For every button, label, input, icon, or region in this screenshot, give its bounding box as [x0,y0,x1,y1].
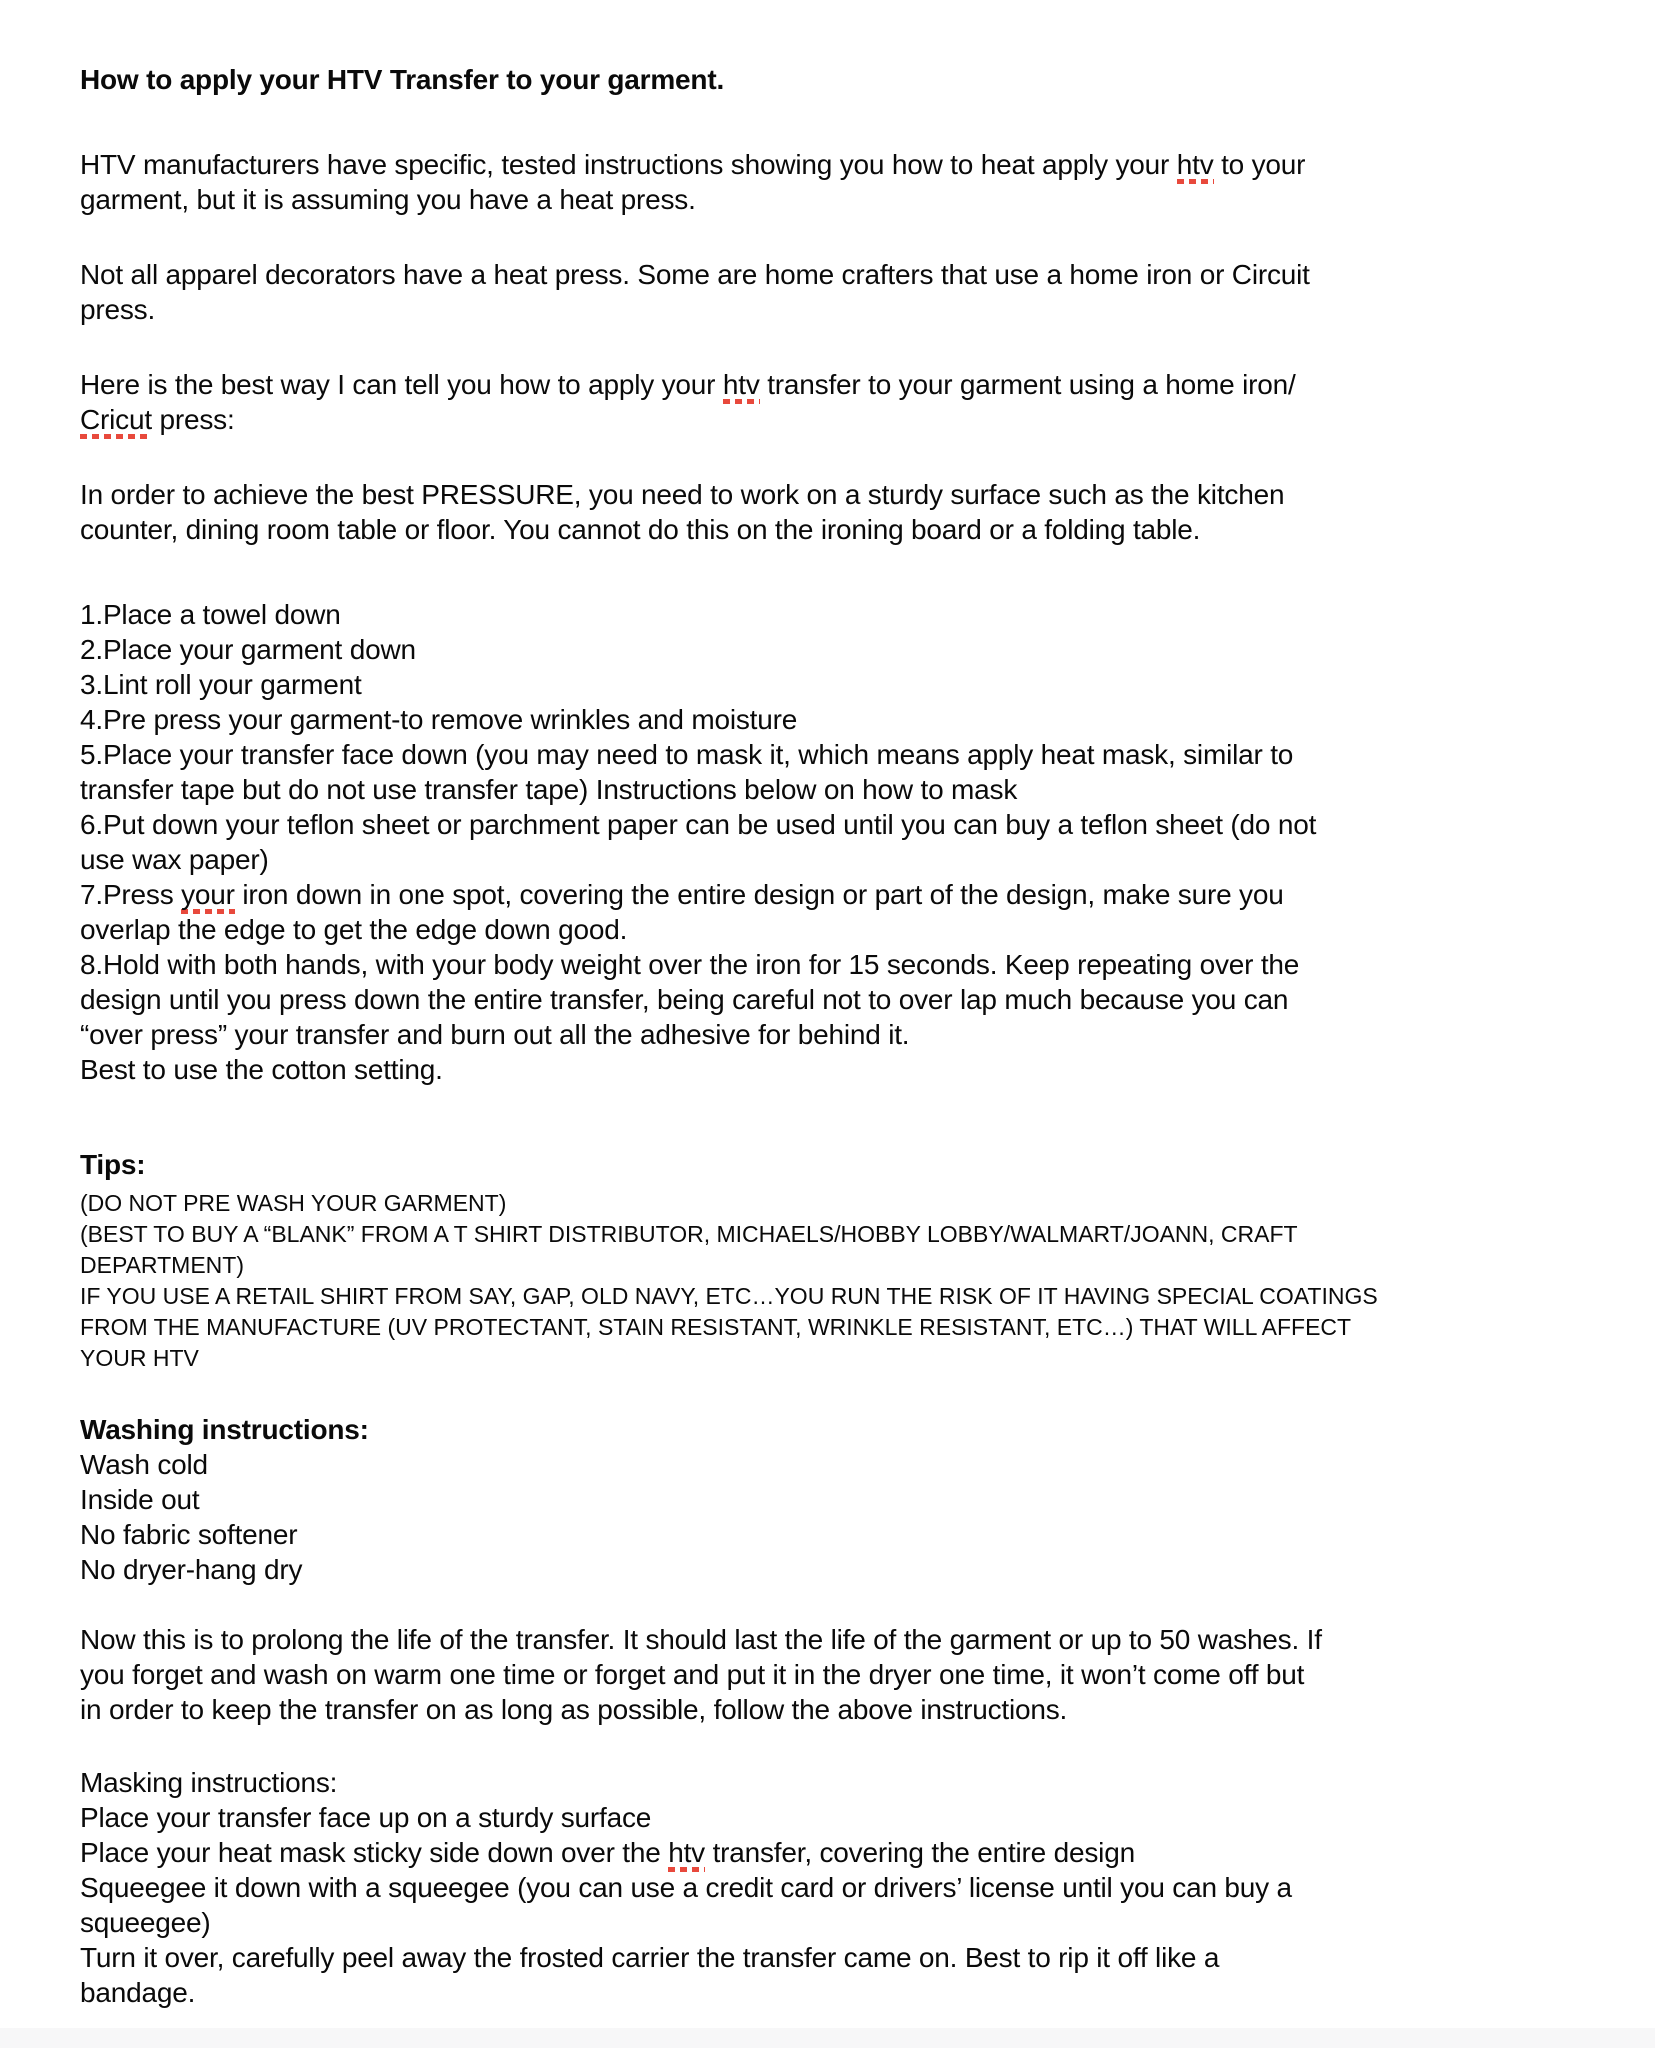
text-line [80,1657,1595,1692]
text-run: you forget and wash on warm one time or forget and put it in the dryer one time, it won’t come off but [80,1659,1305,1690]
text-run: 2.Place your garment down [80,634,416,665]
text-run: Now this is to prolong the life of the transfer. It should last the life of the garment or up to 50 washes. If [80,1624,1322,1655]
text-line [80,912,1595,947]
text-run: DEPARTMENT) [80,1252,244,1278]
misspelled-word: Cricut [80,404,152,439]
text-line [80,1552,1595,1587]
text-run: 1.Place a towel down [80,599,341,630]
text-run: YOUR HTV [80,1345,199,1371]
text-line [80,1188,1595,1219]
tips-heading [80,1147,1595,1182]
text-run: Washing instructions: [80,1414,369,1445]
text-line [80,147,1595,182]
text-run: Inside out [80,1484,200,1515]
text-line [80,667,1595,702]
text-run: (BEST TO BUY A “BLANK” FROM A T SHIRT DISTRIBUTOR, MICHAELS/HOBBY LOBBY/WALMART/JOANN, CRAFT [80,1221,1298,1247]
text-run: 7.Press [80,879,182,910]
text-line [80,402,1595,437]
text-run: Squeegee it down with a squeegee (you can use a credit card or drivers’ license until you can buy a [80,1872,1292,1903]
text-line [80,1692,1595,1727]
text-run: 5.Place your transfer face down (you may need to mask it, which means apply heat mask, similar to [80,739,1294,770]
text-line [80,1312,1595,1343]
text-run: Masking instructions: [80,1767,338,1798]
text-run: Place your transfer face up on a sturdy surface [80,1802,652,1833]
p-prolong [80,1622,1595,1727]
text-run: 8.Hold with both hands, with your body weight over the iron for 15 seconds. Keep repeating over the [80,949,1300,980]
p-best-way [80,367,1595,437]
doc-title [80,62,1595,97]
text-line [80,1975,1595,2010]
masking-section [80,1765,1595,2010]
text-line [80,877,1595,912]
text-line [80,1017,1595,1052]
text-line [80,1800,1595,1835]
text-line [80,1835,1595,1870]
text-line [80,1281,1595,1312]
text-line [80,1052,1595,1087]
misspelled-word: htv [1177,149,1214,184]
text-line [80,842,1595,877]
text-run: No dryer-hang dry [80,1554,303,1585]
text-line [80,257,1595,292]
text-run: 4.Pre press your garment-to remove wrinkles and moisture [80,704,798,735]
text-run: press: [151,404,235,435]
text-line [80,597,1595,632]
text-line [80,292,1595,327]
text-line [80,1517,1595,1552]
text-run: (DO NOT PRE WASH YOUR GARMENT) [80,1190,507,1216]
text-line [80,1940,1595,1975]
text-line [80,182,1595,217]
p-pressure [80,477,1595,547]
text-run: 3.Lint roll your garment [80,669,362,700]
text-run: in order to keep the transfer on as long as possible, follow the above instructions. [80,1694,1068,1725]
text-run: transfer to your garment using a home iron/ [759,369,1296,400]
text-run: squeegee) [80,1907,211,1938]
text-line [80,1412,1595,1447]
text-line [80,512,1595,547]
text-run: use wax paper) [80,844,269,875]
text-run: Here is the best way I can tell you how to apply your [80,369,723,400]
text-run: design until you press down the entire transfer, being careful not to over lap much because you can [80,984,1289,1015]
text-line [80,982,1595,1017]
misspelled-word: your [181,879,235,914]
text-run: “over press” your transfer and burn out all the adhesive for behind it. [80,1019,910,1050]
text-run: Turn it over, carefully peel away the frosted carrier the transfer came on. Best to rip it off like a [80,1942,1220,1973]
text-run: IF YOU USE A RETAIL SHIRT FROM SAY, GAP, OLD NAVY, ETC…YOU RUN THE RISK OF IT HAVING SPECIAL COATINGS [80,1283,1378,1309]
tips-list [80,1188,1595,1374]
window-bottom-bar [0,2028,1655,2048]
p-intro [80,147,1595,217]
text-run: Tips: [80,1149,146,1180]
text-run: to your [1213,149,1306,180]
text-run: garment, but it is assuming you have a heat press. [80,184,696,215]
text-run: transfer tape but do not use transfer tape) Instructions below on how to mask [80,774,1018,805]
text-line [80,1905,1595,1940]
misspelled-word: htv [668,1837,705,1872]
text-line [80,1447,1595,1482]
text-run: counter, dining room table or floor. You cannot do this on the ironing board or a folding table. [80,514,1201,545]
text-run: In order to achieve the best PRESSURE, you need to work on a sturdy surface such as the kitchen [80,479,1285,510]
text-run: No fabric softener [80,1519,298,1550]
text-line [80,1147,1595,1182]
text-run: iron down in one spot, covering the entire design or part of the design, make sure you [234,879,1284,910]
text-run: Best to use the cotton setting. [80,1054,443,1085]
steps-list [80,597,1595,1087]
text-line [80,1250,1595,1281]
text-run: overlap the edge to get the edge down good. [80,914,628,945]
text-line [80,1482,1595,1517]
text-line [80,807,1595,842]
text-run: 6.Put down your teflon sheet or parchment paper can be used until you can buy a teflon sheet (do not [80,809,1317,840]
text-line [80,632,1595,667]
misspelled-word: htv [723,369,760,404]
text-run: Place your heat mask sticky side down over the [80,1837,669,1868]
text-line [80,1343,1595,1374]
text-line [80,947,1595,982]
p-decorators [80,257,1595,327]
text-run: How to apply your HTV Transfer to your garment. [80,64,725,95]
text-run: FROM THE MANUFACTURE (UV PROTECTANT, STAIN RESISTANT, WRINKLE RESISTANT, ETC…) THAT WILL AFFECT [80,1314,1352,1340]
text-run: Wash cold [80,1449,208,1480]
text-line [80,772,1595,807]
washing-heading [80,1412,1595,1447]
text-line [80,1870,1595,1905]
text-run: bandage. [80,1977,196,2008]
text-line [80,737,1595,772]
text-run: Not all apparel decorators have a heat press. Some are home crafters that use a home iron or Circuit [80,259,1310,290]
text-run: transfer, covering the entire design [704,1837,1135,1868]
text-line [80,62,1595,97]
text-line [80,1622,1595,1657]
text-line [80,702,1595,737]
text-run: HTV manufacturers have specific, tested instructions showing you how to heat apply your [80,149,1177,180]
text-line [80,1765,1595,1800]
washing-list [80,1447,1595,1587]
text-line [80,367,1595,402]
text-line [80,477,1595,512]
text-line [80,1219,1595,1250]
text-run: press. [80,294,156,325]
